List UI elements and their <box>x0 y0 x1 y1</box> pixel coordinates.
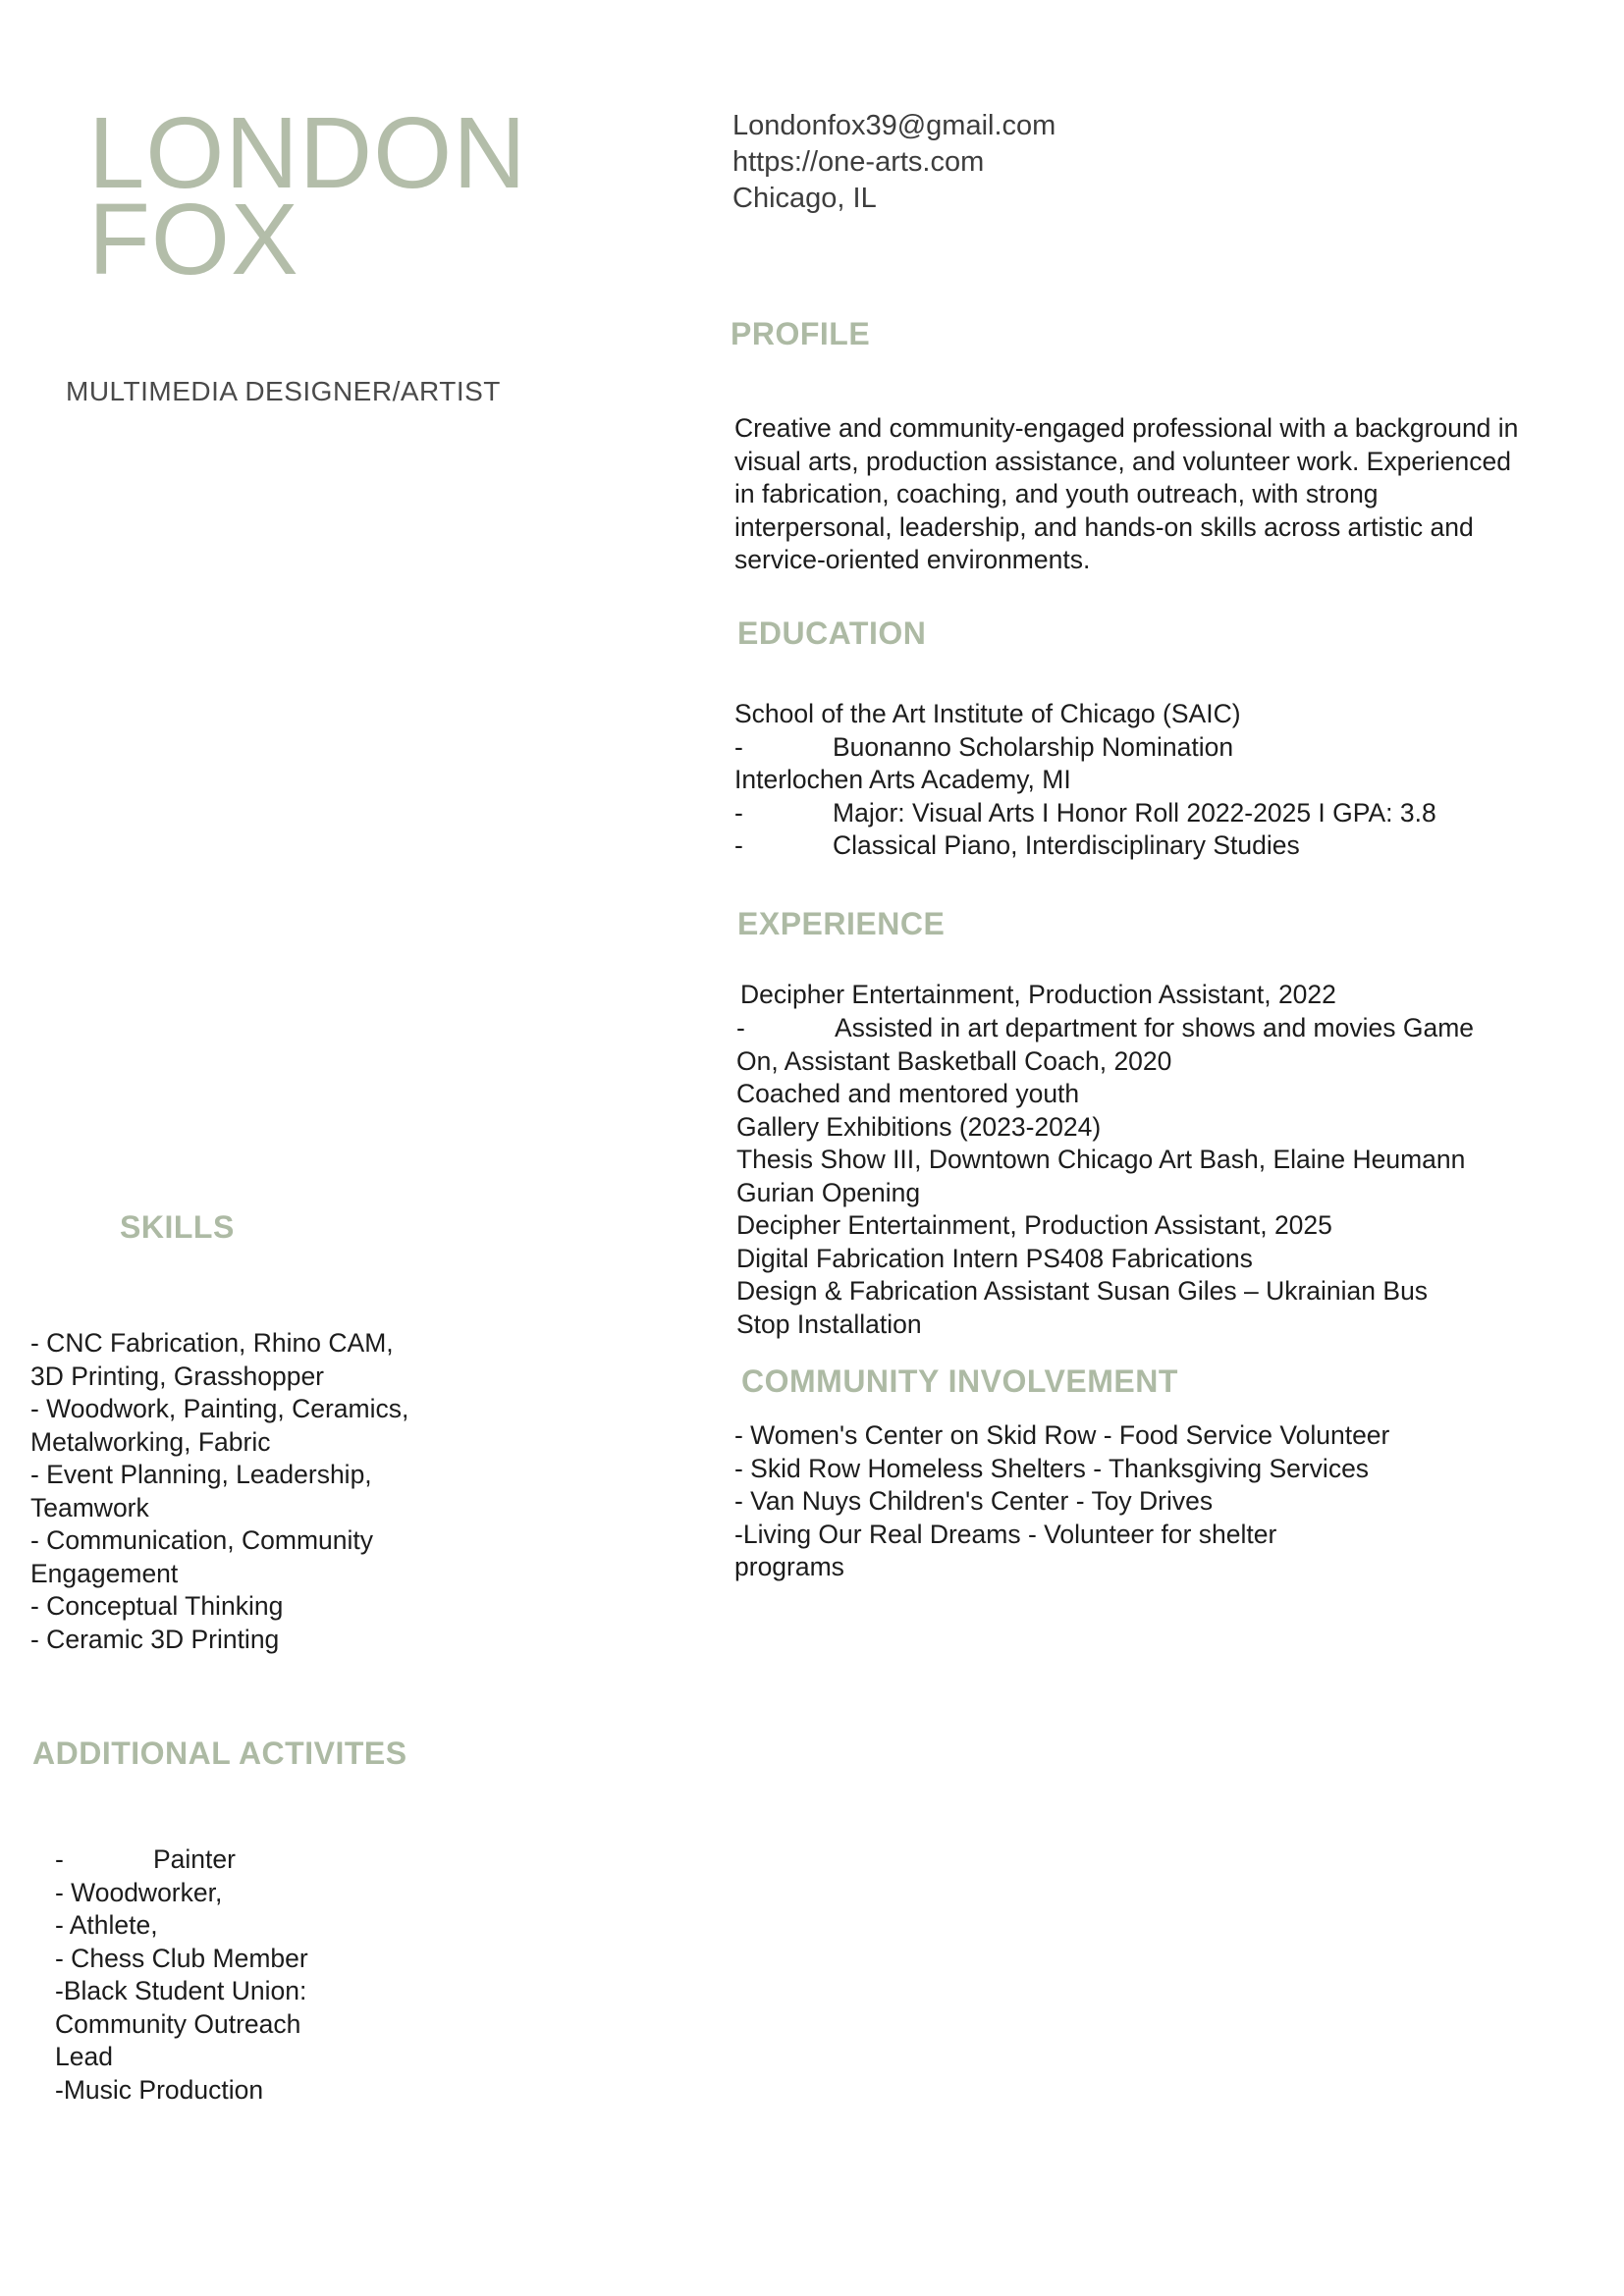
community-list <box>734 1419 1389 1584</box>
experience-list <box>736 1012 1474 1341</box>
profile-line: interpersonal, leadership, and hands-on skills across artistic and <box>734 511 1474 542</box>
activity-item: -Black Student Union: <box>55 1976 307 2005</box>
community-item: - Women's Center on Skid Row - Food Service Volunteer <box>734 1420 1390 1450</box>
activity-item: - Painter <box>55 1844 236 1874</box>
skill-item: Metalworking, Fabric <box>30 1426 271 1457</box>
education-school: School of the Art Institute of Chicago (SAIC) <box>734 699 1241 728</box>
experience-line: Thesis Show III, Downtown Chicago Art Bash, Elaine Heumann <box>736 1145 1466 1174</box>
community-item: -Living Our Real Dreams - Volunteer for shelter <box>734 1519 1277 1549</box>
experience-line: Digital Fabrication Intern PS408 Fabrications <box>736 1243 1253 1273</box>
community-item: - Skid Row Homeless Shelters - Thanksgiving Services <box>734 1453 1370 1483</box>
activity-item: - Woodworker, <box>55 1877 223 1907</box>
activity-item: Community Outreach <box>55 2008 301 2039</box>
skill-item: Teamwork <box>30 1492 149 1522</box>
experience-first-line: Decipher Entertainment, Production Assistant, 2022 <box>740 980 1336 1009</box>
profile-line: in fabrication, coaching, and youth outreach, with strong <box>734 479 1379 508</box>
education-bullet: - Major: Visual Arts I Honor Roll 2022-2025 I GPA: 3.8 <box>734 797 1436 828</box>
education-bullet: - Buonanno Scholarship Nomination <box>734 731 1234 762</box>
education-list <box>734 698 1436 863</box>
profile-line: service-oriented environments. <box>734 545 1091 574</box>
last-name: FOX <box>88 183 299 295</box>
skill-item: - Conceptual Thinking <box>30 1591 284 1621</box>
profile-line: visual arts, production assistance, and volunteer work. Experienced <box>734 446 1512 476</box>
website-link[interactable]: https://one-arts.com <box>732 146 985 178</box>
job-title: MULTIMEDIA DESIGNER/ARTIST <box>66 376 501 406</box>
activities-list <box>55 1843 308 2107</box>
activity-item: -Music Production <box>55 2074 264 2105</box>
experience-line: Gurian Opening <box>736 1177 921 1207</box>
experience-line: Coached and mentored youth <box>736 1079 1080 1108</box>
skill-item: - Communication, Community <box>30 1525 374 1555</box>
activity-item: - Chess Club Member <box>55 1943 308 1973</box>
experience-line: Stop Installation <box>736 1308 922 1339</box>
profile-heading: PROFILE <box>731 316 871 351</box>
skill-item: - Woodwork, Painting, Ceramics, <box>30 1394 409 1423</box>
experience-line: Gallery Exhibitions (2023-2024) <box>736 1111 1102 1142</box>
activity-item: Lead <box>55 2042 113 2071</box>
profile-line: Creative and community-engaged professional with a background in <box>734 413 1519 443</box>
skill-item: - Ceramic 3D Printing <box>30 1624 280 1654</box>
experience-line: On, Assistant Basketball Coach, 2020 <box>736 1045 1172 1076</box>
community-item: programs <box>734 1552 844 1581</box>
community-heading: COMMUNITY INVOLVEMENT <box>741 1363 1178 1399</box>
activity-item: - Athlete, <box>55 1910 158 1940</box>
experience-bullet: - Assisted in art department for shows and movies Game <box>736 1013 1475 1042</box>
skills-heading: SKILLS <box>120 1209 235 1245</box>
skill-item: 3D Printing, Grasshopper <box>30 1361 325 1391</box>
activities-heading: ADDITIONAL ACTIVITES <box>32 1735 407 1771</box>
education-bullet: - Classical Piano, Interdisciplinary Studies <box>734 830 1300 860</box>
skills-list <box>30 1327 408 1656</box>
education-heading: EDUCATION <box>737 615 927 651</box>
contact-block <box>732 108 1056 217</box>
community-item: - Van Nuys Children's Center - Toy Drives <box>734 1486 1214 1516</box>
education-school: Interlochen Arts Academy, MI <box>734 765 1071 794</box>
experience-line: Decipher Entertainment, Production Assistant, 2025 <box>736 1210 1332 1240</box>
profile-text <box>734 412 1518 577</box>
location-text: Chicago, IL <box>732 183 877 214</box>
skill-item: - Event Planning, Leadership, <box>30 1460 372 1489</box>
experience-line: Design & Fabrication Assistant Susan Giles – Ukrainian Bus <box>736 1276 1429 1306</box>
first-name: LONDON <box>88 96 527 209</box>
experience-heading: EXPERIENCE <box>737 906 946 941</box>
email-link[interactable]: Londonfox39@gmail.com <box>732 110 1056 141</box>
skill-item: Engagement <box>30 1558 179 1588</box>
skill-item: - CNC Fabrication, Rhino CAM, <box>30 1328 394 1358</box>
